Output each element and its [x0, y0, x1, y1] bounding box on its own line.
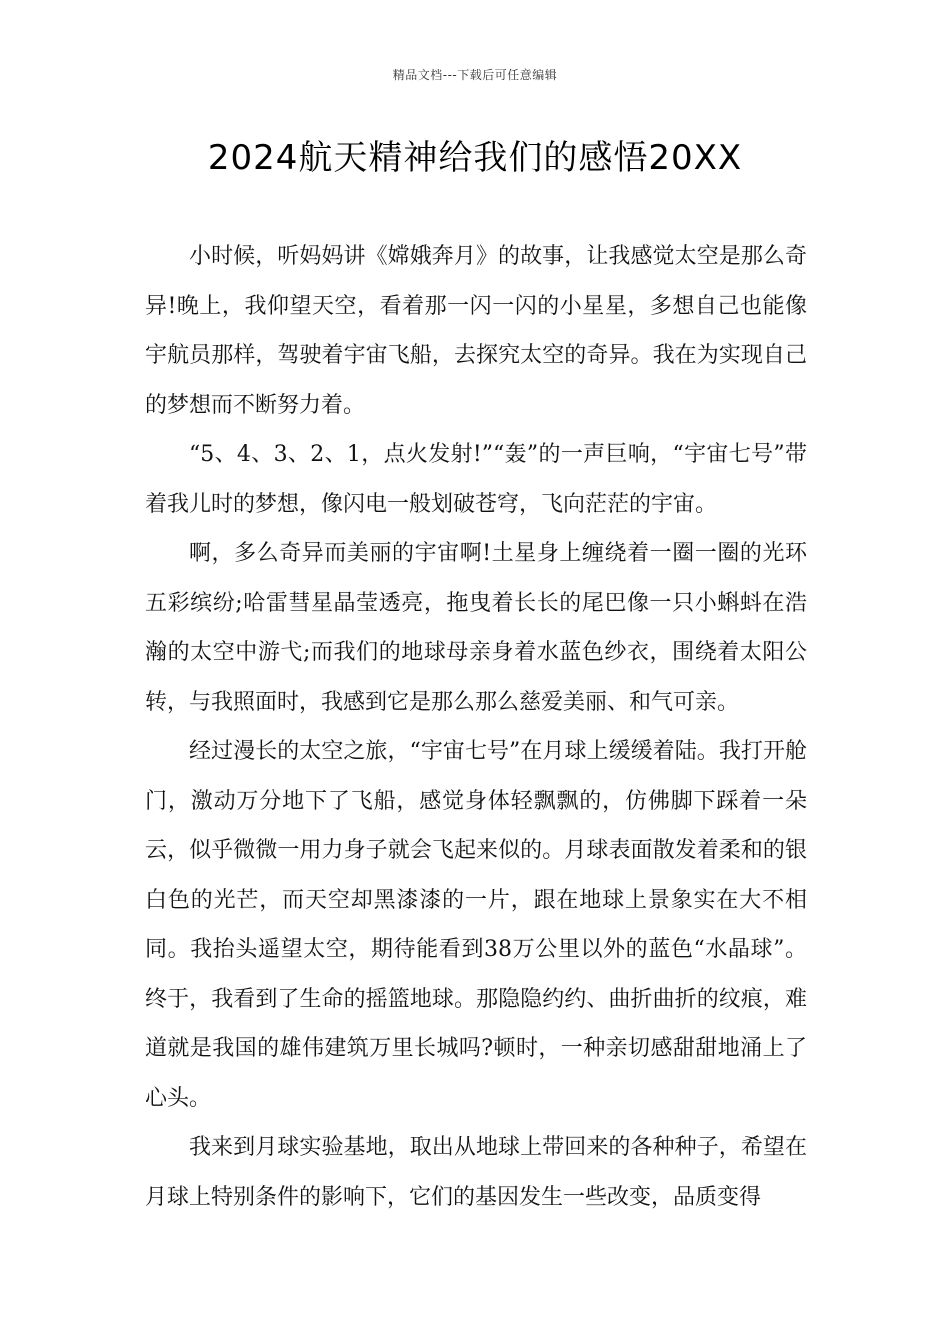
paragraph: 经过漫长的太空之旅，“宇宙七号”在月球上缓缓着陆。我打开舱门，激动万分地下了飞船，感觉身体轻飘飘的，仿佛脚下踩着一朵云，似乎微微一用力身子就会飞起来似的。月球表面散发着柔和的银白色的光芒，而天空却黑漆漆的一片，跟在地球上景象实在大不相同。我抬头遥望太空，期待能看到38万公里以外的蓝色“水晶球”。终于，我看到了生命的摇篮地球。那隐隐约约、曲折曲折的纹痕，难道就是我国的雄伟建筑万里长城吗?顿时，一种亲切感甜甜地涌上了心头。 [145, 739, 807, 1111]
paragraph: 啊，多么奇异而美丽的宇宙啊!土星身上缠绕着一圈一圈的光环五彩缤纷;哈雷彗星晶莹透亮，拖曳着长长的尾巴像一只小蝌蚪在浩瀚的太空中游弋;而我们的地球母亲身着水蓝色纱衣，围绕着太阳公转，与我照面时，我感到它是那么那么慈爱美丽、和气可亲。 [145, 541, 807, 715]
header-note: 精品文档---下载后可任意编辑 [392, 68, 558, 82]
document-body [145, 232, 807, 1222]
paragraph: 小时候，听妈妈讲《嫦娥奔月》的故事，让我感觉太空是那么奇异!晚上，我仰望天空，看着那一闪一闪的小星星，多想自己也能像宇航员那样，驾驶着宇宙飞船，去探究太空的奇异。我在为实现自己的梦想而不断努力着。 [145, 244, 807, 418]
paragraph: 我来到月球实验基地，取出从地球上带回来的各种种子，希望在月球上特别条件的影响下，它们的基因发生一些改变，品质变得 [145, 1135, 807, 1210]
document-title: 2024航天精神给我们的感悟20XX [207, 138, 743, 178]
paragraph: “5、4、3、2、1，点火发射!”“轰”的一声巨响，“宇宙七号”带着我儿时的梦想，像闪电一般划破苍穹，飞向茫茫的宇宙。 [145, 442, 807, 517]
